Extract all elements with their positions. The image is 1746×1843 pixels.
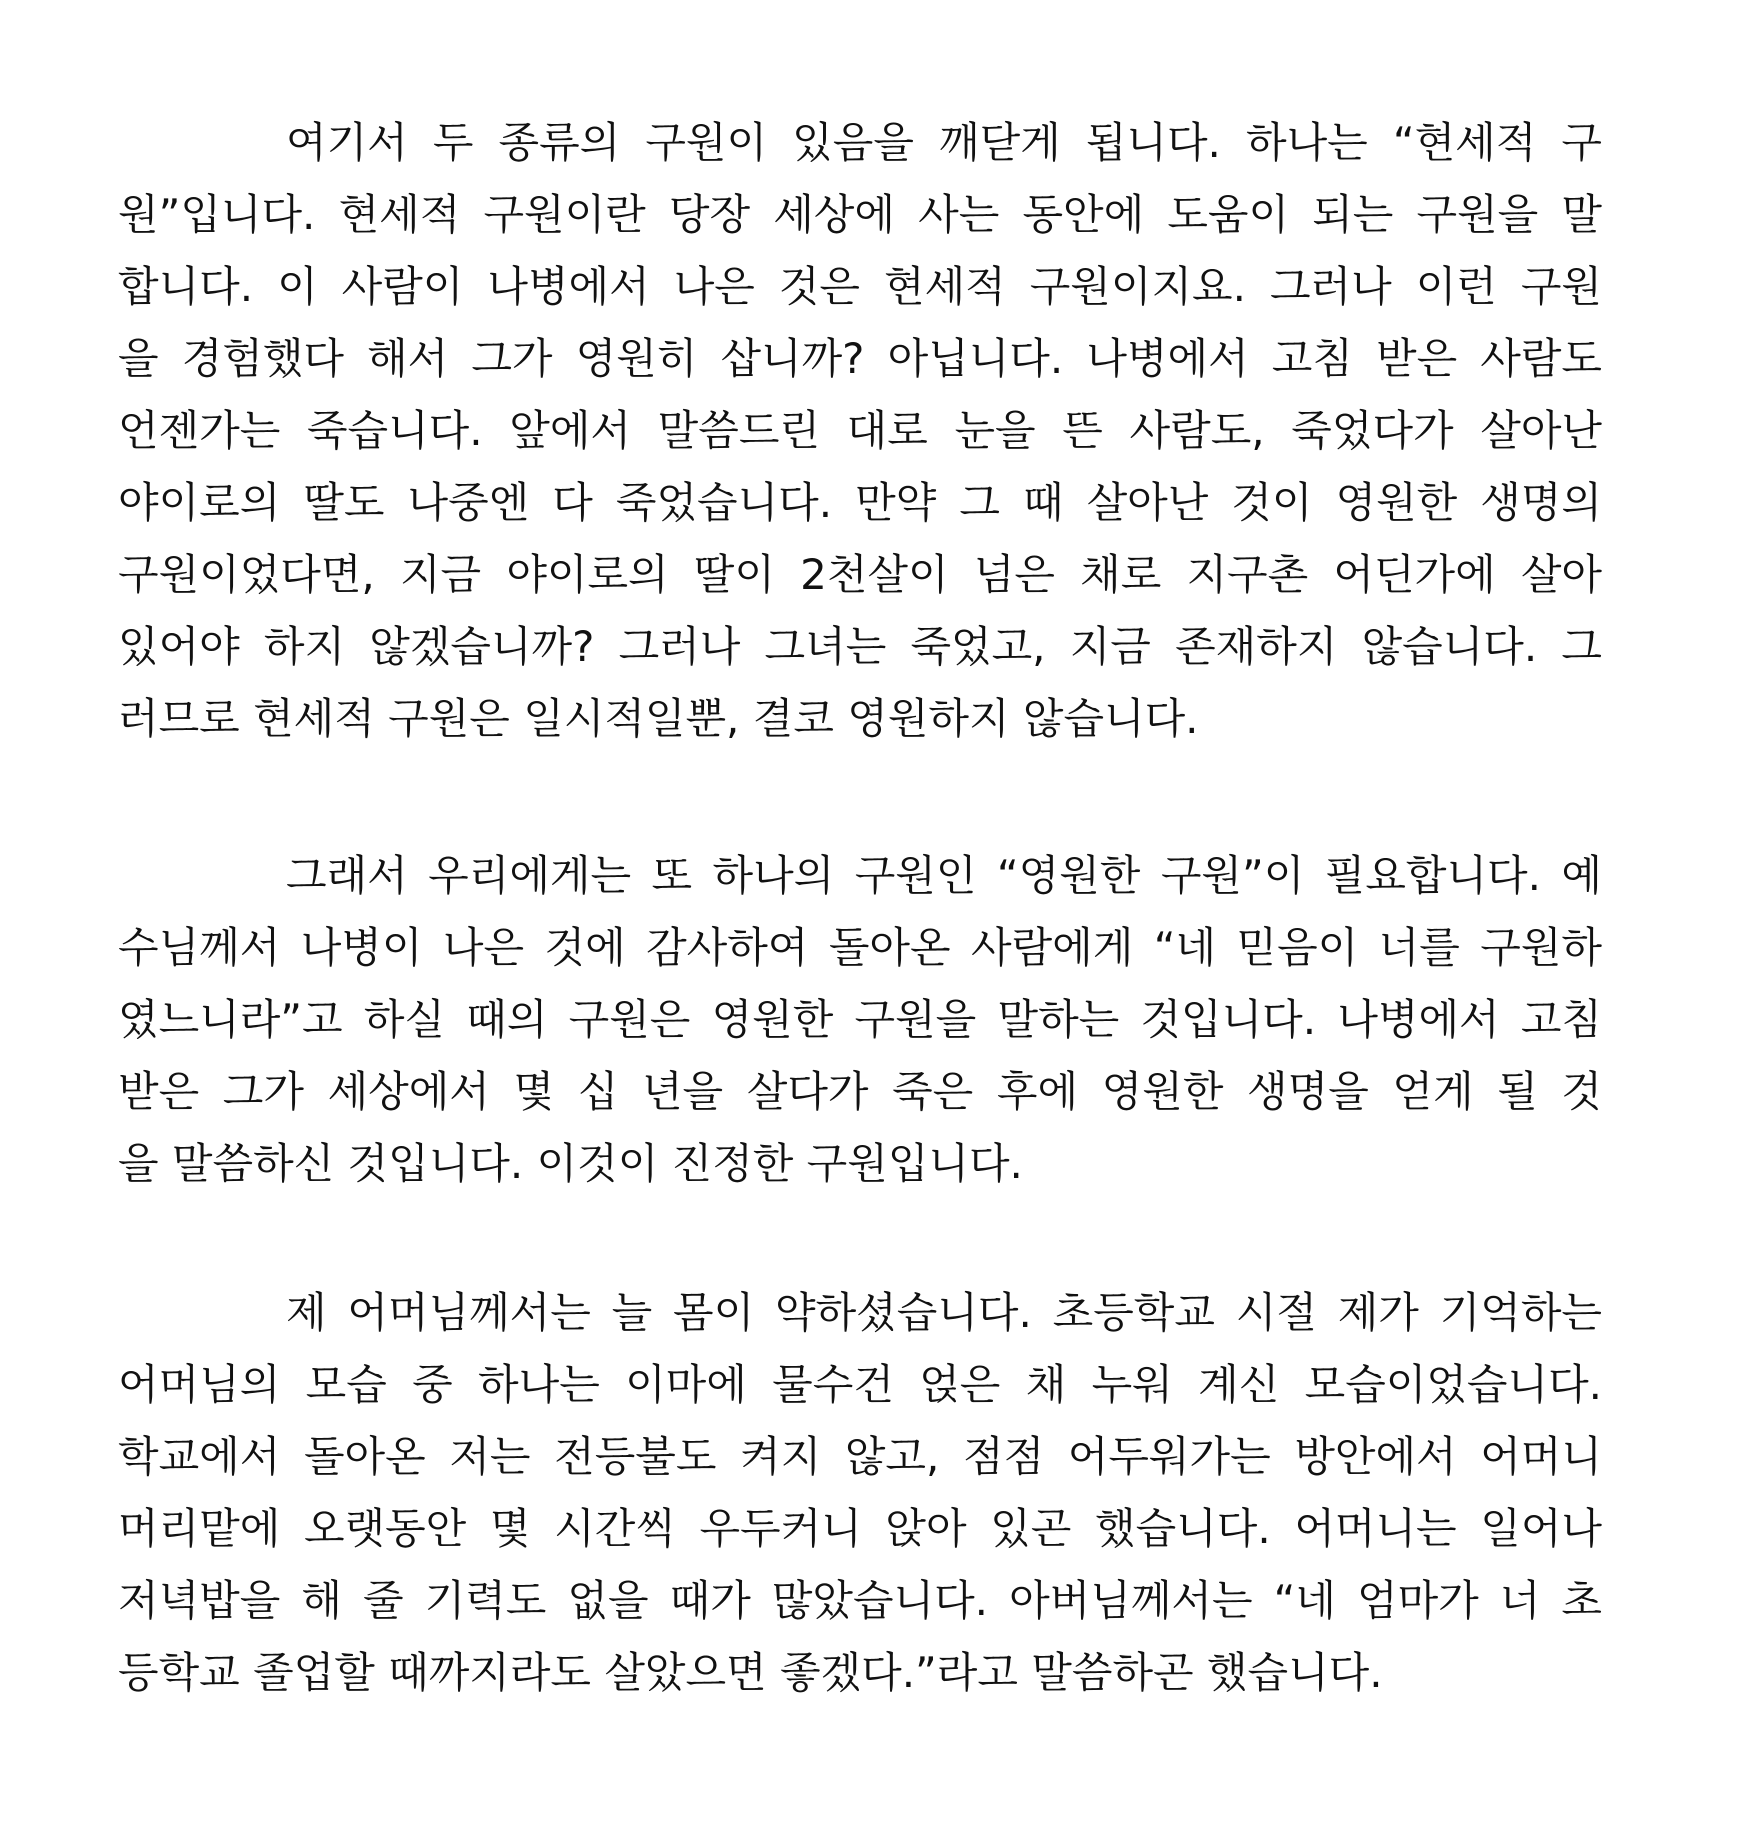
text-line: 받은 그가 세상에서 몇 십 년을 살다가 죽은 후에 영원한 생명을 얻게 될 것	[118, 1067, 1602, 1116]
text-line: 그래서 우리에게는 또 하나의 구원인 “영원한 구원”이 필요합니다. 예	[286, 851, 1602, 900]
text-line: 저녁밥을 해 줄 기력도 없을 때가 많았습니다. 아버님께서는 “네 엄마가 너 초	[118, 1576, 1602, 1625]
text-line: 여기서 두 종류의 구원이 있음을 깨닫게 됩니다. 하나는 “현세적 구	[286, 118, 1602, 167]
text-line: 제 어머님께서는 늘 몸이 약하셨습니다. 초등학교 시절 제가 기억하는	[286, 1288, 1602, 1337]
paragraph-1	[118, 107, 1602, 755]
text-line: 야이로의 딸도 나중엔 다 죽었습니다. 만약 그 때 살아난 것이 영원한 생명의	[118, 478, 1602, 527]
text-line: 언젠가는 죽습니다. 앞에서 말씀드린 대로 눈을 뜬 사람도, 죽었다가 살아난	[118, 406, 1602, 455]
text-line: 학교에서 돌아온 저는 전등불도 켜지 않고, 점점 어두워가는 방안에서 어머니	[118, 1432, 1602, 1481]
text-line: 을 말씀하신 것입니다. 이것이 진정한 구원입니다.	[118, 1139, 1023, 1188]
text-line: 등학교 졸업할 때까지라도 살았으면 좋겠다.”라고 말씀하곤 했습니다.	[118, 1648, 1383, 1697]
paragraph-2	[118, 840, 1602, 1200]
text-line: 있어야 하지 않겠습니까? 그러나 그녀는 죽었고, 지금 존재하지 않습니다. 그	[118, 622, 1602, 671]
text-line: 원”입니다. 현세적 구원이란 당장 세상에 사는 동안에 도움이 되는 구원을 말	[118, 190, 1602, 239]
text-line: 머리맡에 오랫동안 몇 시간씩 우두커니 앉아 있곤 했습니다. 어머니는 일어나	[118, 1504, 1602, 1553]
text-line: 수님께서 나병이 나은 것에 감사하여 돌아온 사람에게 “네 믿음이 너를 구원하	[118, 923, 1602, 972]
text-line: 구원이었다면, 지금 야이로의 딸이 2천살이 넘은 채로 지구촌 어딘가에 살아	[118, 550, 1602, 599]
text-line: 합니다. 이 사람이 나병에서 나은 것은 현세적 구원이지요. 그러나 이런 구원	[118, 262, 1602, 311]
text-line: 어머님의 모습 중 하나는 이마에 물수건 얹은 채 누워 계신 모습이었습니다.	[118, 1360, 1602, 1409]
text-line: 을 경험했다 해서 그가 영원히 삽니까? 아닙니다. 나병에서 고침 받은 사람도	[118, 334, 1602, 383]
paragraph-3	[118, 1277, 1602, 1709]
text-line: 였느니라”고 하실 때의 구원은 영원한 구원을 말하는 것입니다. 나병에서 고침	[118, 995, 1602, 1044]
text-line: 러므로 현세적 구원은 일시적일뿐, 결코 영원하지 않습니다.	[118, 694, 1199, 743]
